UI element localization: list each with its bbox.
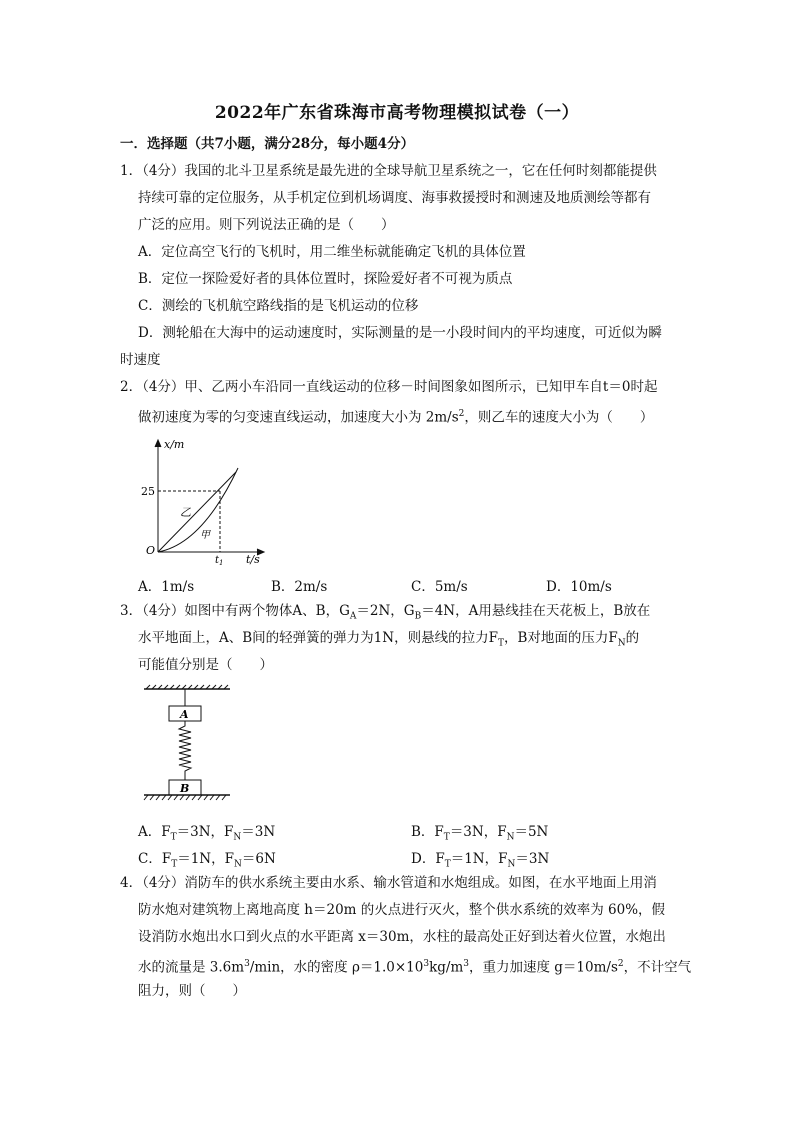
q3-option-b: B．$F_T=3N$，$F_N=5N$ [411, 824, 549, 843]
graph-y-tick: 25 [141, 485, 155, 498]
q2-option-c: C．5m/s [411, 579, 468, 595]
q3-option-c: C．$F_T=1N$，$F_N=6N$ [138, 851, 276, 870]
q1-option-b: B．定位一探险爱好者的具体位置时，探险爱好者不可视为质点 [138, 271, 513, 287]
q3-option-d: D．$F_T=1N$，$F_N=3N$ [411, 851, 550, 870]
q1-option-d: D．测轮船在大海中的运动速度时，实际测量的是一小段时间内的平均速度，可近似为瞬 [138, 325, 662, 341]
q2-line-2: 做初速度为零的匀变速直线运动，加速度大小为 $2m/s^2$，则乙车的速度大小为（ ） [138, 409, 654, 426]
graph-origin: O [146, 544, 156, 557]
graph-y-arrow [155, 440, 161, 447]
q4-line-2: 防水炮对建筑物上离地高度 h＝20m 的火点进行灭火，整个供水系统的效率为 60%，假 [138, 902, 666, 918]
q1-option-a: A．定位高空飞行的飞机时，用二维坐标就能确定飞机的具体位置 [138, 244, 526, 260]
block-b-label: B [180, 782, 190, 795]
q3-line-3: 可能值分别是（ ） [138, 657, 273, 673]
q1-option-d-cont: 时速度 [120, 352, 161, 368]
q3-option-a: A．$F_T=3N$，$F_N=3N$ [138, 824, 276, 843]
q4-line-3: 设消防水炮出水口到火点的水平距离 x＝30m，水柱的最高处正好到达着火位置，水炮出 [138, 929, 666, 945]
graph-label-jia: 甲 [200, 530, 210, 541]
q3-line-1: 3．（4分）如图中有两个物体A、B，$G_A=2N$，$G_B=4N$，A用悬线挂在天花板上，B放在 [120, 603, 651, 622]
graph-xlabel: t/s [246, 553, 260, 566]
graph-x-tick: $t_1$ [215, 555, 224, 566]
block-a-label: A [180, 708, 189, 721]
graph-ylabel: x/m [164, 438, 185, 451]
q1-option-c: C．测绘的飞机航空路线指的是飞机运动的位移 [138, 298, 419, 314]
q1-line-3: 广泛的应用。则下列说法正确的是（ ） [138, 217, 395, 233]
q3-spring-figure [140, 684, 235, 806]
q2-option-d: D．10m/s [546, 579, 612, 595]
q4-line-5: 阻力，则（ ） [138, 983, 246, 999]
graph-label-yi: 乙 [180, 506, 191, 519]
q4-line-1: 4．（4分）消防车的供水系统主要由水系、输水管道和水炮组成。如图，在水平地面上用消 [120, 875, 657, 891]
spring [179, 721, 191, 780]
q2-option-a: A．1m/s [138, 579, 195, 595]
graph-line-yi [158, 472, 236, 552]
q2-xt-graph [140, 436, 270, 566]
page-title: 2022年广东省珠海市高考物理模拟试卷（一） [214, 103, 580, 123]
q2-line-1: 2．（4分）甲、乙两小车沿同一直线运动的位移－时间图象如图所示，已知甲车自t＝0时起 [120, 379, 658, 395]
q1-line-2: 持续可靠的定位服务，从手机定位到机场调度、海事救援授时和测速及地质测绘等都有 [138, 190, 651, 206]
q4-line-4: 水的流量是 $3.6m^3/\min$，水的密度 $\rho=1.0\times 10^3kg/m^3$，重力加速度 $g=10m/s^2$，不计空气 [138, 959, 692, 976]
section-heading: 一．选择题（共7小题，满分28分，每小题4分） [120, 136, 415, 152]
q2-option-b: B．2m/s [271, 579, 328, 595]
q3-line-2: 水平地面上，A、B间的轻弹簧的弹力为1N，则悬线的拉力$F_T$，B对地面的压力$F_N$的 [138, 630, 640, 649]
q1-line-1: 1．（4分）我国的北斗卫星系统是最先进的全球导航卫星系统之一，它在任何时刻都能提供 [120, 163, 657, 179]
